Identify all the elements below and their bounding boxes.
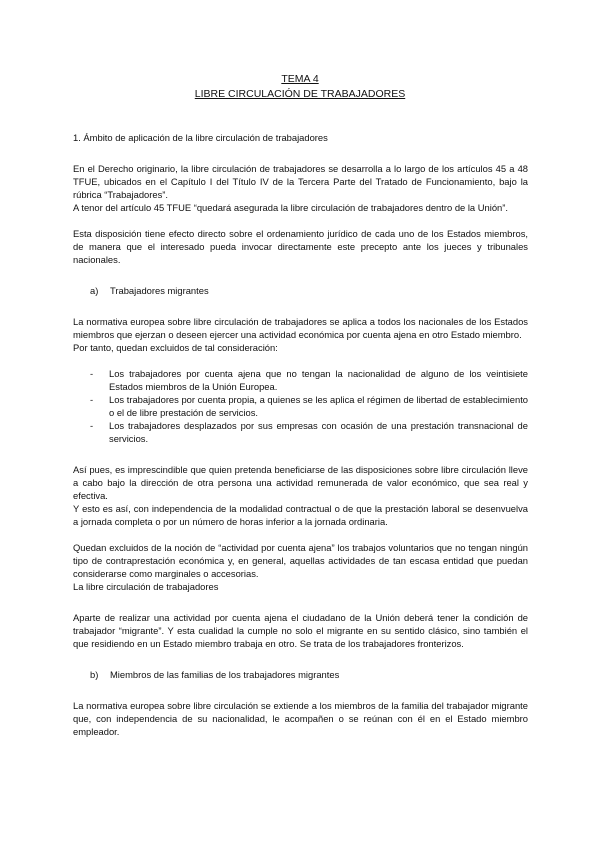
subsection-a-label: a) <box>90 285 99 296</box>
dash-bullet: - <box>90 368 94 379</box>
dash-bullet: - <box>90 394 94 405</box>
list-item-text: Los trabajadores desplazados por sus empresas con ocasión de una prestación transnacional de servicios. <box>109 420 528 444</box>
dash-bullet: - <box>90 420 94 431</box>
exclusions-list <box>73 367 528 445</box>
subsection-a-heading <box>73 284 528 297</box>
subsection-b-paragraph-1: La normativa europea sobre libre circulación se extiende a los miembros de la familia del trabajador migrante que, con independencia de su nacionalidad, le acompañen o se reúnan con él en el Estado miembro empleador. <box>73 700 528 737</box>
section-1-heading: 1. Ámbito de aplicación de la libre circulación de trabajadores <box>73 132 328 143</box>
list-item <box>73 393 528 419</box>
subsection-a-paragraph-4: Y esto es así, con independencia de la modalidad contractual o de que la prestación laboral se desenvuelva a jornada completa o por un número de horas inferior a la jornada ordinaria. <box>73 503 528 527</box>
list-item <box>73 419 528 445</box>
subsection-b-label: b) <box>90 669 99 680</box>
section-1-paragraph-1: En el Derecho originario, la libre circulación de trabajadores se desarrolla a lo largo de los artículos 45 a 48 TFUE, ubicados en el Capítulo I del Título IV de la Tercera Parte del Tratado de Funcionamiento, bajo la rúbrica “Trabajadores”. <box>73 163 528 200</box>
subsection-b-heading <box>73 668 528 681</box>
list-item <box>73 367 528 393</box>
document-body <box>73 131 528 738</box>
section-1-paragraph-2: A tenor del artículo 45 TFUE “quedará asegurada la libre circulación de trabajadores dentro de la Unión”. <box>73 202 508 213</box>
section-1-paragraph-3: Esta disposición tiene efecto directo sobre el ordenamiento jurídico de cada uno de los Estados miembros, de manera que el interesado pueda invocar directamente este precepto ante los jueces y tribunales nacionales. <box>73 228 528 265</box>
subsection-a-paragraph-3: Así pues, es imprescindible que quien pretenda beneficiarse de las disposiciones sobre libre circulación lleve a cabo bajo la dirección de otra persona una actividad remunerada de valor económico, que sea real y efectiva. <box>73 464 528 501</box>
subsection-a-paragraph-5: Quedan excluidos de la noción de “actividad por cuenta ajena” los trabajos voluntarios que no tengan ningún tipo de contraprestación económica y, en general, aquellas actividades de tan escasa entidad que puedan considerarse como marginales o accesorias. <box>73 542 528 579</box>
subsection-a-paragraph-1: La normativa europea sobre libre circulación de trabajadores se aplica a todos los nacionales de los Estados miembros que ejerzan o deseen ejercer una actividad económica por cuenta ajena en otro Estado miembro. <box>73 316 528 340</box>
list-item-text: Los trabajadores por cuenta ajena que no tengan la nacionalidad de alguno de los veintisiete Estados miembros de la Unión Europea. <box>109 368 528 392</box>
subsection-b-title: Miembros de las familias de los trabajadores migrantes <box>110 669 340 680</box>
topic-number: TEMA 4 <box>281 73 319 85</box>
subsection-a-paragraph-2: Por tanto, quedan excluidos de tal consideración: <box>73 342 278 353</box>
subsection-a-title: Trabajadores migrantes <box>110 285 209 296</box>
subsection-a-paragraph-7: Aparte de realizar una actividad por cuenta ajena el ciudadano de la Unión deberá tener la condición de trabajador “migrante”. Y esta cualidad la cumple no solo el migrante en su sentido clásico, sino también el que residiendo en un Estado miembro trabaja en otro. Se trata de los trabajadores fronterizos. <box>73 612 528 649</box>
list-item-text: Los trabajadores por cuenta propia, a quienes se les aplica el régimen de libertad de establecimiento o el de libre prestación de servicios. <box>109 394 529 418</box>
topic-title: LIBRE CIRCULACIÓN DE TRABAJADORES <box>194 88 406 100</box>
subsection-a-paragraph-6: La libre circulación de trabajadores <box>73 581 219 592</box>
document-header <box>0 72 600 102</box>
